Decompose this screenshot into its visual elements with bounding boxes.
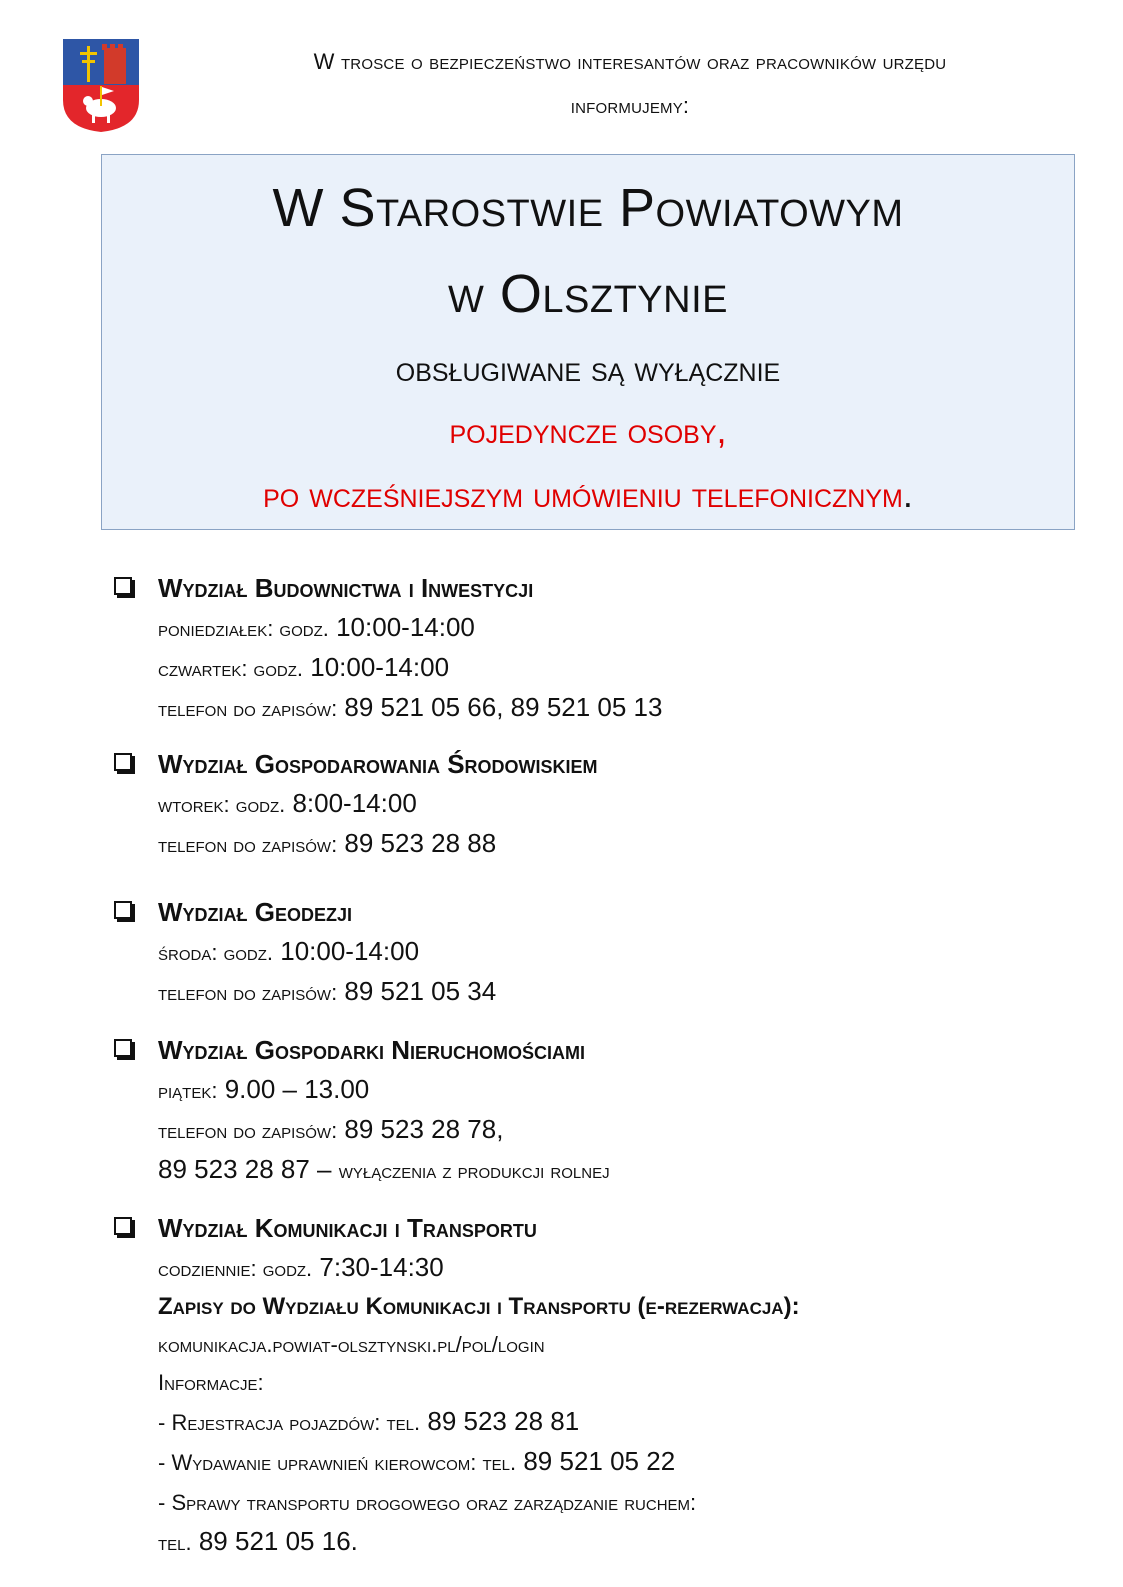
coat-of-arms-icon [62, 38, 140, 133]
line-value: 89 521 05 66, 89 521 05 13 [337, 692, 663, 722]
line-label: telefon do zapisów: [158, 696, 338, 721]
line-label: wyłączenia z produkcji rolnej [338, 1158, 610, 1183]
schedule-line [158, 608, 1090, 648]
department-title: Wydział Komunikacji i Transportu [158, 1213, 537, 1243]
line-label: telefon do zapisów: [158, 832, 338, 857]
header-line-2: informujemy: [570, 93, 690, 118]
line-value: 89 523 28 81 [420, 1406, 580, 1436]
checkbox-icon [114, 577, 132, 595]
info-line [158, 1522, 1090, 1562]
line-value: 89 523 28 78, [337, 1114, 504, 1144]
red-line-1: pojedyncze osoby, [449, 410, 727, 451]
checkbox-icon [114, 1039, 132, 1057]
phone-line [158, 688, 1090, 728]
schedule-line [158, 1070, 1090, 1110]
main-notice-box [101, 154, 1075, 530]
line-label: telefon do zapisów: [158, 1118, 338, 1143]
department-title: Wydział Geodezji [158, 897, 353, 927]
info-title: Informacje: [158, 1370, 264, 1395]
checkbox-icon [114, 901, 132, 919]
line-label: czwartek: godz. [158, 656, 304, 681]
schedule-line [158, 784, 1090, 824]
line-value: 89 521 05 34 [337, 976, 497, 1006]
department-title: Wydział Budownictwa i Inwestycji [158, 573, 534, 603]
phone-line [158, 824, 1090, 864]
reservation-link[interactable]: komunikacja.powiat-olsztynski.pl/pol/login [158, 1332, 545, 1357]
phone-line [158, 1110, 1090, 1150]
red-line-2-text: po wcześniejszym umówieniu telefonicznym [263, 474, 903, 515]
line-label: - Wydawanie uprawnień kierowcom: tel. [158, 1450, 517, 1475]
line-label: - Sprawy transportu drogowego oraz zarządzanie ruchem: [158, 1490, 697, 1515]
line-label: piątek: [158, 1078, 218, 1103]
line-value: 8:00-14:00 [285, 788, 417, 818]
line-value: 10:00-14:00 [328, 612, 475, 642]
line-label: wtorek: godz. [158, 792, 286, 817]
office-title: W Starostwie Powiatowym [272, 178, 904, 238]
line-value: 89 523 28 88 [337, 828, 497, 858]
line-value: 9.00 – 13.00 [217, 1074, 370, 1104]
header-notice [160, 40, 1100, 128]
line-label: telefon do zapisów: [158, 980, 338, 1005]
departments-list [110, 568, 1090, 1562]
line-label: tel. [158, 1530, 192, 1555]
department-item [110, 1030, 1090, 1190]
line-value: 89 521 05 16. [191, 1526, 358, 1556]
schedule-line [158, 932, 1090, 972]
department-title: Wydział Gospodarowania Środowiskiem [158, 749, 598, 779]
header-line-1: W trosce o bezpieczeństwo interesantów oraz pracowników urzędu [313, 49, 947, 74]
department-item [110, 744, 1090, 864]
line-label: środa: godz. [158, 940, 274, 965]
checkbox-icon [114, 1217, 132, 1235]
line-label: - Rejestracja pojazdów: tel. [158, 1410, 421, 1435]
line-value: 10:00-14:00 [273, 936, 420, 966]
line-value: 10:00-14:00 [303, 652, 450, 682]
line-value: 89 523 28 87 – [158, 1154, 339, 1184]
info-line [158, 1402, 1090, 1442]
department-item [110, 892, 1090, 1012]
served-text: obsługiwane są wyłącznie [395, 348, 781, 389]
office-city: w Olsztynie [448, 264, 728, 324]
phone-line [158, 1150, 1090, 1190]
red-line-2 [102, 463, 1074, 527]
reservation-title: Zapisy do Wydziału Komunikacji i Transportu (e-rezerwacja): [158, 1293, 800, 1320]
info-line [158, 1442, 1090, 1482]
checkbox-icon [114, 753, 132, 771]
info-line [158, 1482, 1090, 1522]
schedule-line [158, 648, 1090, 688]
phone-line [158, 972, 1090, 1012]
red-line-2-period: . [902, 474, 913, 515]
line-value: 89 521 05 22 [516, 1446, 676, 1476]
line-value: 7:30-14:30 [312, 1252, 444, 1282]
line-label: poniedziałek: godz. [158, 616, 329, 641]
schedule-line [158, 1248, 1090, 1288]
department-title: Wydział Gospodarki Nieruchomościami [158, 1035, 585, 1065]
department-item [110, 568, 1090, 728]
line-label: codziennie: godz. [158, 1256, 313, 1281]
department-item [110, 1208, 1090, 1562]
